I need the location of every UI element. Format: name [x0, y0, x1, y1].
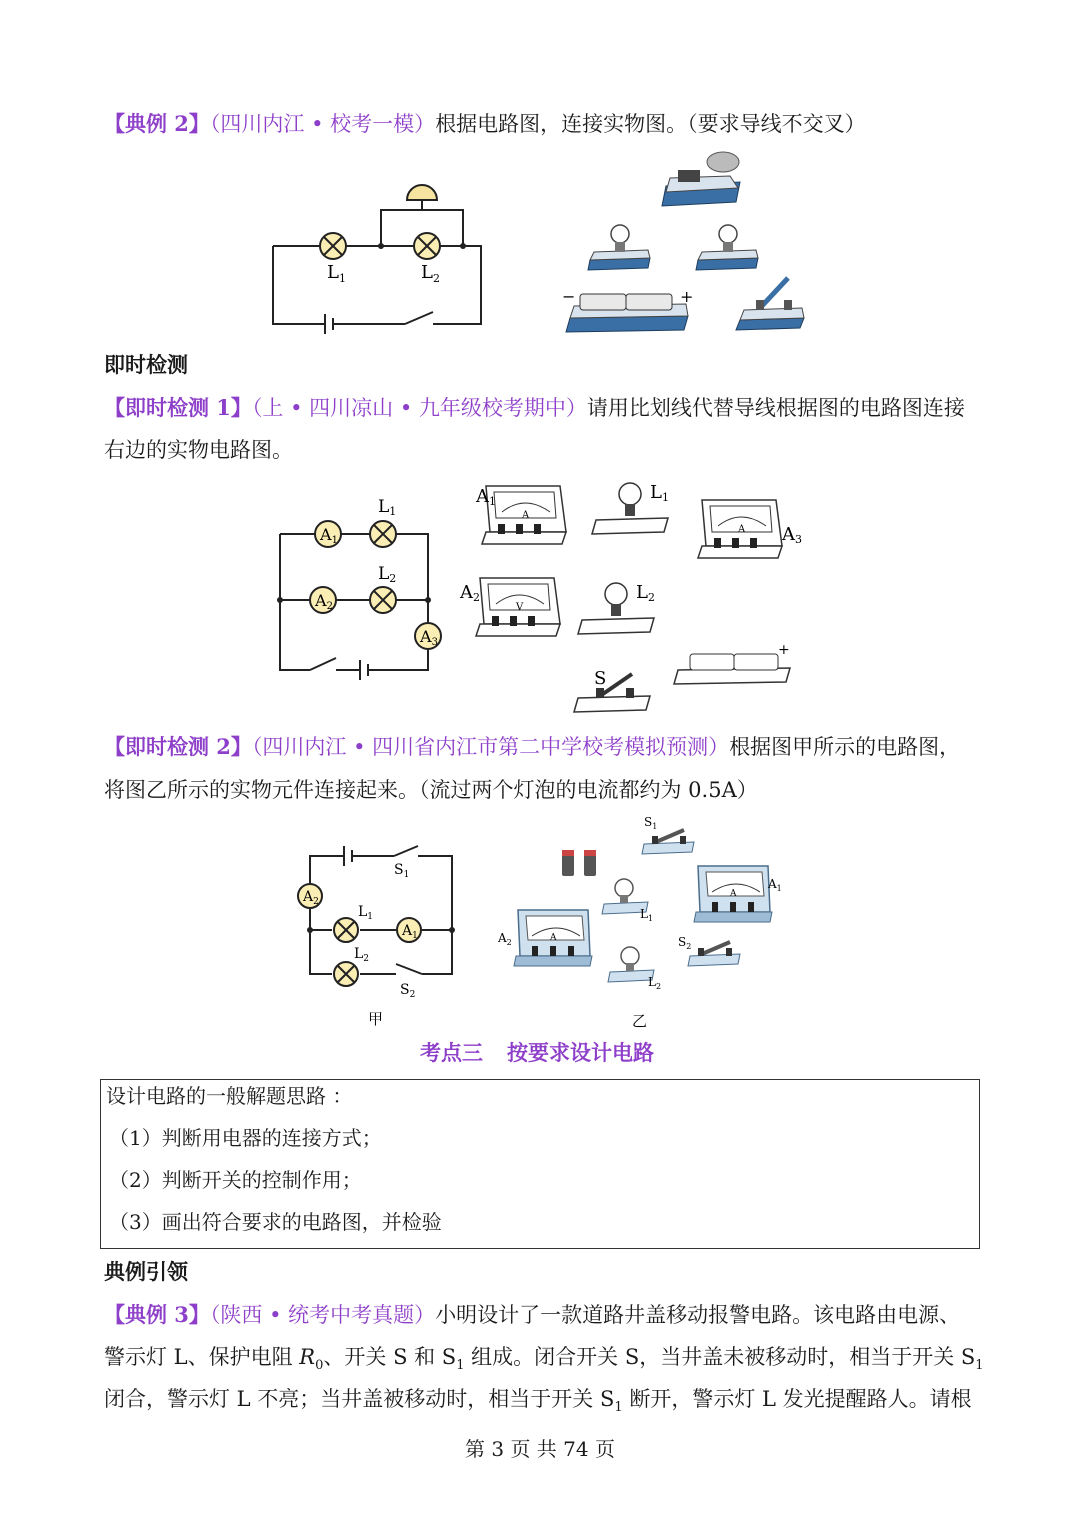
check1-source: （上 • 四川凉山 • 九年级校考期中） [251, 396, 587, 420]
physical-switch-s [574, 668, 650, 712]
svg-text:L1: L1 [650, 482, 669, 504]
caption-jia: 甲 [368, 1010, 384, 1028]
section-title-check: 即时检测 [104, 352, 188, 377]
svg-text:L2: $L_2$ [354, 946, 370, 964]
method-box [100, 1079, 980, 1249]
svg-text:A2: A2 [315, 591, 333, 612]
physical-switch [736, 278, 804, 330]
physical-lamp-2 [696, 225, 758, 270]
check1-question-line2: 右边的实物电路图。 [104, 438, 293, 462]
check2-text: 根据图甲所示的电路图， [729, 735, 961, 759]
ex2-question [104, 109, 980, 139]
caption-yi: 乙 [632, 1012, 648, 1030]
section-title-examples: 典例引领 [104, 1259, 188, 1284]
svg-text:+: + [680, 287, 694, 306]
method-box-title: 设计电路的一般解题思路 ： [106, 1084, 353, 1108]
svg-text:A: A [522, 510, 530, 521]
check2-question-line1 [104, 732, 980, 762]
ammeter-a1-symbol [397, 918, 421, 942]
svg-text:S2: $S_2$ [400, 982, 416, 1000]
svg-text:A: A [738, 524, 746, 535]
svg-text:L2: $L_2$ [421, 262, 440, 285]
ex2-source: （四川内江 • 校考一模） [209, 112, 436, 136]
check1-question-line1 [104, 393, 980, 423]
method-item-2: （2）判断开关的控制作用； [109, 1168, 362, 1192]
ex2-physical-components [560, 148, 820, 338]
lamp-l2-symbol [334, 946, 369, 986]
svg-text:L1: L1 [378, 497, 397, 518]
svg-text:L1: $L_1$ [327, 262, 346, 285]
ex3-question-line1 [104, 1300, 980, 1330]
svg-text:S1: $S_1$ [394, 862, 410, 880]
ex2-text: 根据电路图，连接实物图。（要求导线不交叉） [435, 112, 866, 136]
check1-circuit-diagram [270, 494, 450, 694]
svg-text:S2: $S_2$ [678, 935, 692, 951]
page-footer: 第 3 页 共 74 页 [465, 1437, 615, 1461]
svg-text:S: S [594, 668, 607, 689]
svg-text:+: + [778, 642, 790, 658]
bell-symbol [407, 185, 437, 200]
svg-text:L1: $L_1$ [358, 904, 374, 922]
ex3-tag: 【典例 3】 [104, 1302, 210, 1327]
check2-physical-components [496, 814, 796, 1034]
svg-text:L1: $L_1$ [640, 907, 654, 923]
svg-text:A1: A1 [320, 525, 338, 546]
lamp-l1-symbol [320, 233, 346, 259]
check1-tag: 【即时检测 1】 [104, 395, 252, 420]
svg-text:V: V [516, 602, 524, 613]
check2-question-line2: 将图乙所示的实物元件连接起来。（流过两个灯泡的电流都约为 0.5A） [104, 778, 758, 802]
ex3-text1: 小明设计了一款道路井盖移动报警电路。该电路由电源、 [435, 1303, 961, 1327]
svg-text:A2: $A_2$ [303, 889, 319, 907]
svg-text:A3: A3 [782, 524, 802, 546]
check2-circuit-diagram [296, 842, 466, 1032]
svg-text:A3: A3 [420, 627, 438, 648]
svg-text:S1: $S_1$ [644, 815, 658, 831]
svg-text:A2: $A_2$ [498, 931, 512, 947]
svg-text:A1: $A_1$ [768, 877, 782, 893]
ammeter-a2-symbol [310, 587, 336, 613]
svg-text:A2: A2 [460, 582, 480, 604]
method-item-1: （1）判断用电器的连接方式； [109, 1126, 382, 1150]
kaodian-title: 考点三 按要求设计电路 [420, 1040, 654, 1065]
physical-bell [662, 152, 740, 206]
lamp-l2-symbol [414, 233, 440, 259]
physical-batteries [562, 850, 596, 876]
physical-switch-s1 [642, 830, 694, 854]
svg-text:A1: A1 [476, 486, 496, 508]
lamp-l1-symbol [370, 497, 396, 547]
check1-text: 请用比划线代替导线根据图的电路图连接 [586, 396, 965, 420]
check2-source: （四川内江 • 四川省内江市第二中学校考模拟预测） [251, 735, 730, 759]
ex2-circuit-diagram [265, 178, 495, 338]
physical-switch-s2 [688, 942, 740, 966]
method-item-3: （3）画出符合要求的电路图，并检验 [109, 1210, 442, 1234]
check1-physical-components [460, 478, 820, 718]
ex3-question-line2: 警示灯 L、保护电阻 $R_0$、开关 S 和 $S_1$ 组成。闭合开关 S，当井盖未被移动时，相当于开关 $S_1$ [104, 1345, 984, 1374]
physical-lamp-1 [588, 225, 650, 270]
check2-tag: 【即时检测 2】 [104, 734, 252, 759]
ex3-question-line3: 闭合，警示灯 L 不亮；当井盖被移动时，相当于开关 $S_1$ 断开，警示灯 L 发光提醒路人。请根 [104, 1387, 972, 1416]
svg-text:L2: L2 [378, 564, 397, 585]
svg-text:A: A [730, 889, 737, 899]
svg-text:−: − [562, 287, 576, 306]
ammeter-a2-symbol [298, 884, 322, 908]
ex2-tag: 【典例 2】 [104, 111, 210, 136]
svg-text:A1: $A_1$ [402, 923, 418, 941]
svg-text:A: A [550, 933, 557, 943]
ammeter-a3-symbol [415, 623, 441, 649]
lamp-l1-symbol [334, 904, 373, 942]
physical-battery [562, 287, 693, 332]
svg-text:L2: L2 [636, 582, 655, 604]
ex3-source: （陕西 • 统考中考真题） [209, 1303, 436, 1327]
lamp-l2-symbol [370, 564, 396, 613]
physical-battery [674, 642, 790, 684]
svg-text:L2: $L_2$ [648, 975, 662, 991]
ammeter-a1-symbol [315, 521, 341, 547]
